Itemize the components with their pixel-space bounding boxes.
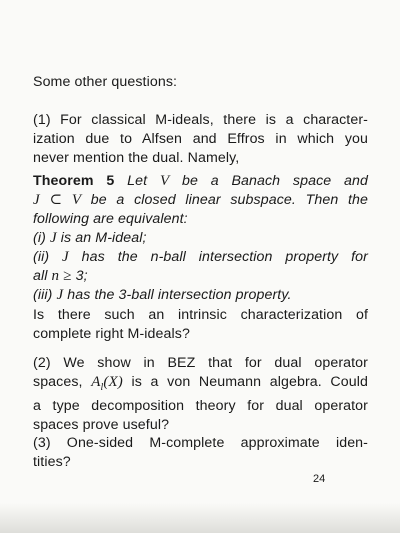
theorem-item-iii: (iii) J has the 3-ball intersection property. [33,287,292,303]
question-line: Is there such an intrinsic characterization of [33,307,368,323]
theorem-item-ii: (ii) J has the n-ball intersection property for [33,249,368,265]
heading [33,73,368,92]
question-line: complete right M-ideals? [33,326,190,342]
theorem-5 [33,172,368,305]
question-2-line: (2) We show in BEZ that for dual operator [33,355,368,371]
question-1-line: ization due to Alfsen and Effros in which you [33,131,368,147]
theorem-line: following are equivalent: [33,211,188,227]
theorem-item-i: (i) J is an M-ideal; [33,230,147,246]
question-3-line: (3) One-sided M-complete approximate iden- [33,435,368,451]
question-1-line: never mention the dual. Namely, [33,150,240,166]
question-2-line: spaces, $A_l(X)$ is a von Neumann algebra. Could [33,374,369,393]
question-1-paragraph [33,111,368,168]
scan-shadow [0,503,400,533]
question-3-paragraph [33,434,368,472]
question-2-line: a type decomposition theory for dual operator [33,397,368,414]
question-3-line: tities? [33,454,71,470]
heading-text: Some other questions: [33,74,178,90]
math-al-x: $A_l(X)$ [91,374,123,393]
question-2-paragraph [33,354,368,435]
question-1-line: (1) For classical M-ideals, there is a character- [33,112,368,128]
theorem-item-ii-cont: all n ≥ 3; [33,268,88,284]
question-2-line: spaces prove useful? [33,416,170,433]
theorem-line: Theorem 5 Let V be a Banach space and [33,173,369,189]
theorem-label: Theorem 5 [33,173,115,189]
theorem-line: J ⊂ V be a closed linear subspace. Then the [33,192,369,208]
question-paragraph [33,306,368,344]
page-number: 24 [313,473,326,485]
